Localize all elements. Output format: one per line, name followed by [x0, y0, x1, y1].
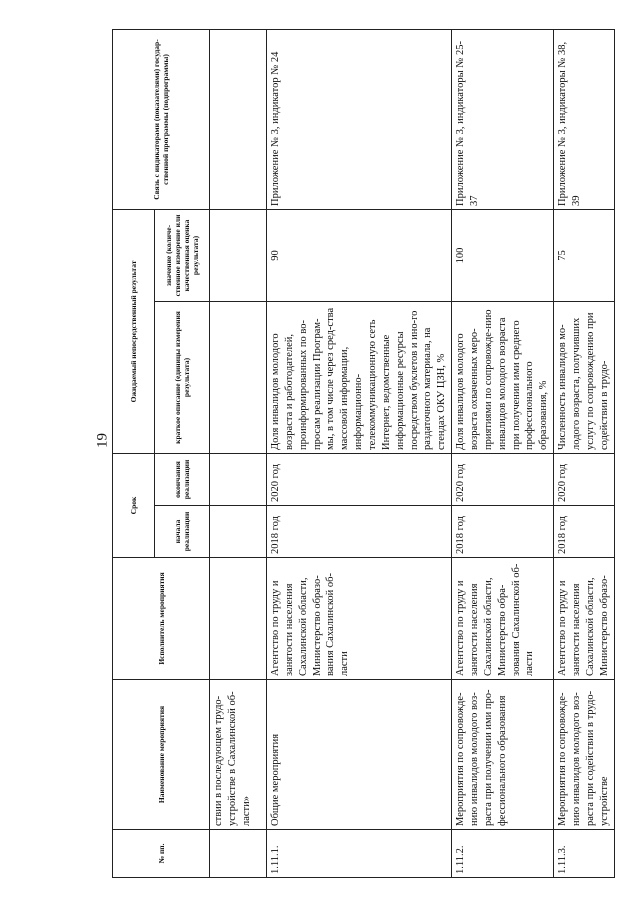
- header-value: значение (количе-ственное измерение или качественная оценка результата): [155, 209, 210, 301]
- row-value: 75: [554, 209, 614, 301]
- row-end: 2020 год: [554, 453, 614, 505]
- table-row: [554, 29, 614, 877]
- header-end: окончания реализации: [155, 453, 210, 505]
- row-name: ствии в последующем трудо-устройстве в Сахалинской об-ласти»: [210, 680, 267, 830]
- row-executor: Агентство по труду и занятости населения Сахалинской области, Министерство образо-вания Сахалинской об-ласти: [267, 558, 452, 680]
- row-end: [210, 453, 267, 505]
- header-start: начала реализации: [155, 506, 210, 558]
- row-start: 2018 год: [452, 506, 554, 558]
- row-end: 2020 год: [267, 453, 452, 505]
- row-name: Мероприятия по сопровожде-нию инвалидов молодого воз-раста при содействии в трудо-устройстве: [554, 680, 614, 830]
- row-executor: Агентство по труду и занятости населения Сахалинской области, Министерство образо-: [554, 558, 614, 680]
- row-num: 1.11.2.: [452, 830, 554, 878]
- row-name: Общие мероприятия: [267, 680, 452, 830]
- row-end: 2020 год: [452, 453, 554, 505]
- table-row: [210, 29, 267, 877]
- rotated-page: [112, 30, 610, 878]
- row-start: 2018 год: [554, 506, 614, 558]
- row-start: 2018 год: [267, 506, 452, 558]
- row-executor: [210, 558, 267, 680]
- row-value: 100: [452, 209, 554, 301]
- header-short-desc: краткое описание (единицы измерения результата): [155, 301, 210, 453]
- row-desc: Доля инвалидов молодого возраста охваченных меро-приятиями по сопровожде-нию инвалидов молодого возраста при получении ими среднего профессионального образования, %: [452, 301, 554, 453]
- page-number: 19: [94, 433, 111, 448]
- row-link: Приложение № 3, индикатор № 24: [267, 29, 452, 209]
- row-link: Приложение № 3, индикаторы № 38, 39: [554, 29, 614, 209]
- row-executor: Агентство по труду и занятости населения Сахалинской области, Министерство обра-зования Сахалинской об-ласти: [452, 558, 554, 680]
- header-expected: Ожидаемый непосредственный результат: [113, 209, 155, 453]
- table-container: [112, 30, 610, 878]
- header-executor: Исполнитель мероприятия: [113, 558, 210, 680]
- header-num: № пп.: [113, 830, 210, 878]
- header-term: Срок: [113, 453, 155, 557]
- row-num: 1.11.1.: [267, 830, 452, 878]
- table-row: [452, 29, 554, 877]
- row-desc: Численность инвалидов мо-лодого возраста, получивших услугу по сопровождению при содействии в трудо-: [554, 301, 614, 453]
- row-desc: [210, 301, 267, 453]
- row-link: [210, 29, 267, 209]
- row-name: Мероприятия по сопровожде-нию инвалидов молодого воз-раста при получении ими про-фессионального образования: [452, 680, 554, 830]
- row-num: [210, 830, 267, 878]
- row-start: [210, 506, 267, 558]
- row-value: 90: [267, 209, 452, 301]
- header-name: Наименование мероприятия: [113, 680, 210, 830]
- header-link: Связь с индикаторами (показателями) государ-ственной программы (подпрограммы): [113, 29, 210, 209]
- row-desc: Доля инвалидов молодого возраста и работодателей, проинформированных по во-просам реализации Програм-мы, в том числе через сред-ства массовой информации, информационно-телекоммуникационную сеть Интернет, ведомственные информационные ресурсы посредством буклетов и ино-го раздаточного материала, на стендах ОКУ ЦЗН, %: [267, 301, 452, 453]
- row-link: Приложение № 3, индикаторы № 25-37: [452, 29, 554, 209]
- table-row: [267, 29, 452, 877]
- row-num: 1.11.3.: [554, 830, 614, 878]
- row-value: [210, 209, 267, 301]
- measures-table: [112, 29, 615, 878]
